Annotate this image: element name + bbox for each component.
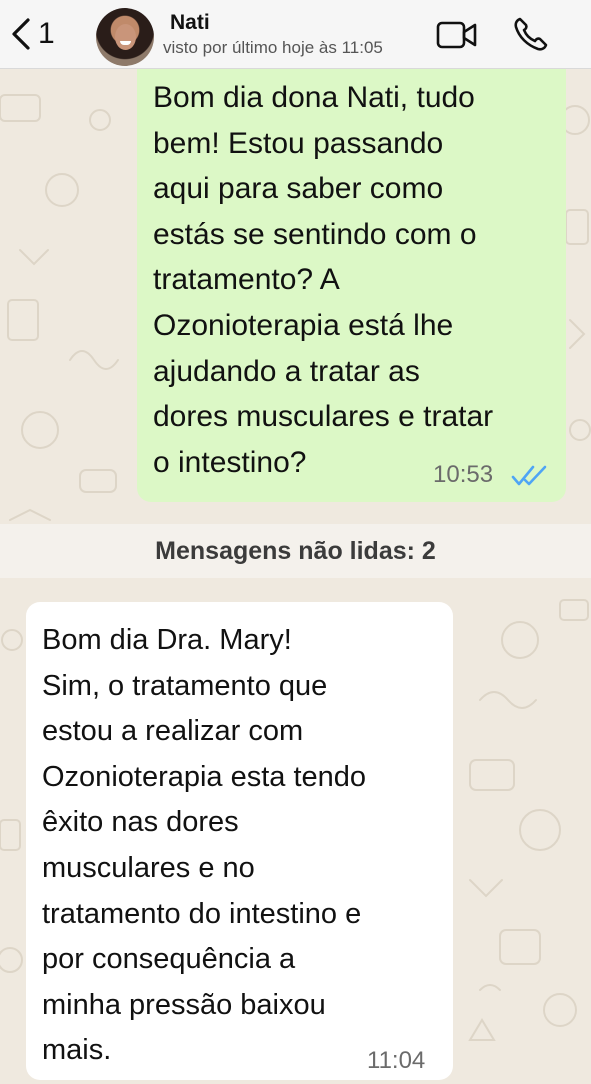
phone-icon [512, 15, 550, 53]
video-call-button[interactable] [436, 20, 478, 50]
message-time: 11:04 [367, 1047, 426, 1074]
voice-call-button[interactable] [512, 15, 550, 53]
last-seen-status: visto por último hoje às 11:05 [163, 38, 383, 57]
contact-avatar[interactable] [96, 8, 154, 66]
message-time: 10:53 [433, 461, 494, 488]
double-check-read-icon [511, 465, 549, 487]
unread-chats-count: 1 [38, 17, 55, 50]
incoming-message-bubble[interactable] [26, 602, 453, 1080]
video-camera-icon [436, 20, 478, 50]
message-text: Bom dia Dra. Mary! Sim, o tratamento que estou a realizar com Ozonioterapia esta tendo êxito nas dores musculares e no tratamento do intestino e por consequência a minha pressão baixou mais. [42, 624, 367, 1067]
message-text: Bom dia dona Nati, tudo bem! Estou passando aqui para saber como estás se sentindo com o tratamento? A Ozonioterapia está lhe ajudando a tratar as dores musculares e tratar o intestino? [153, 81, 494, 479]
unread-messages-label: Mensagens não lidas: 2 [155, 537, 436, 565]
chat-header [0, 0, 591, 69]
contact-name[interactable]: Nati [170, 11, 210, 34]
back-button[interactable] [10, 12, 55, 56]
unread-messages-divider [0, 524, 591, 578]
outgoing-message-bubble[interactable] [137, 69, 566, 502]
chevron-left-icon [10, 17, 32, 51]
